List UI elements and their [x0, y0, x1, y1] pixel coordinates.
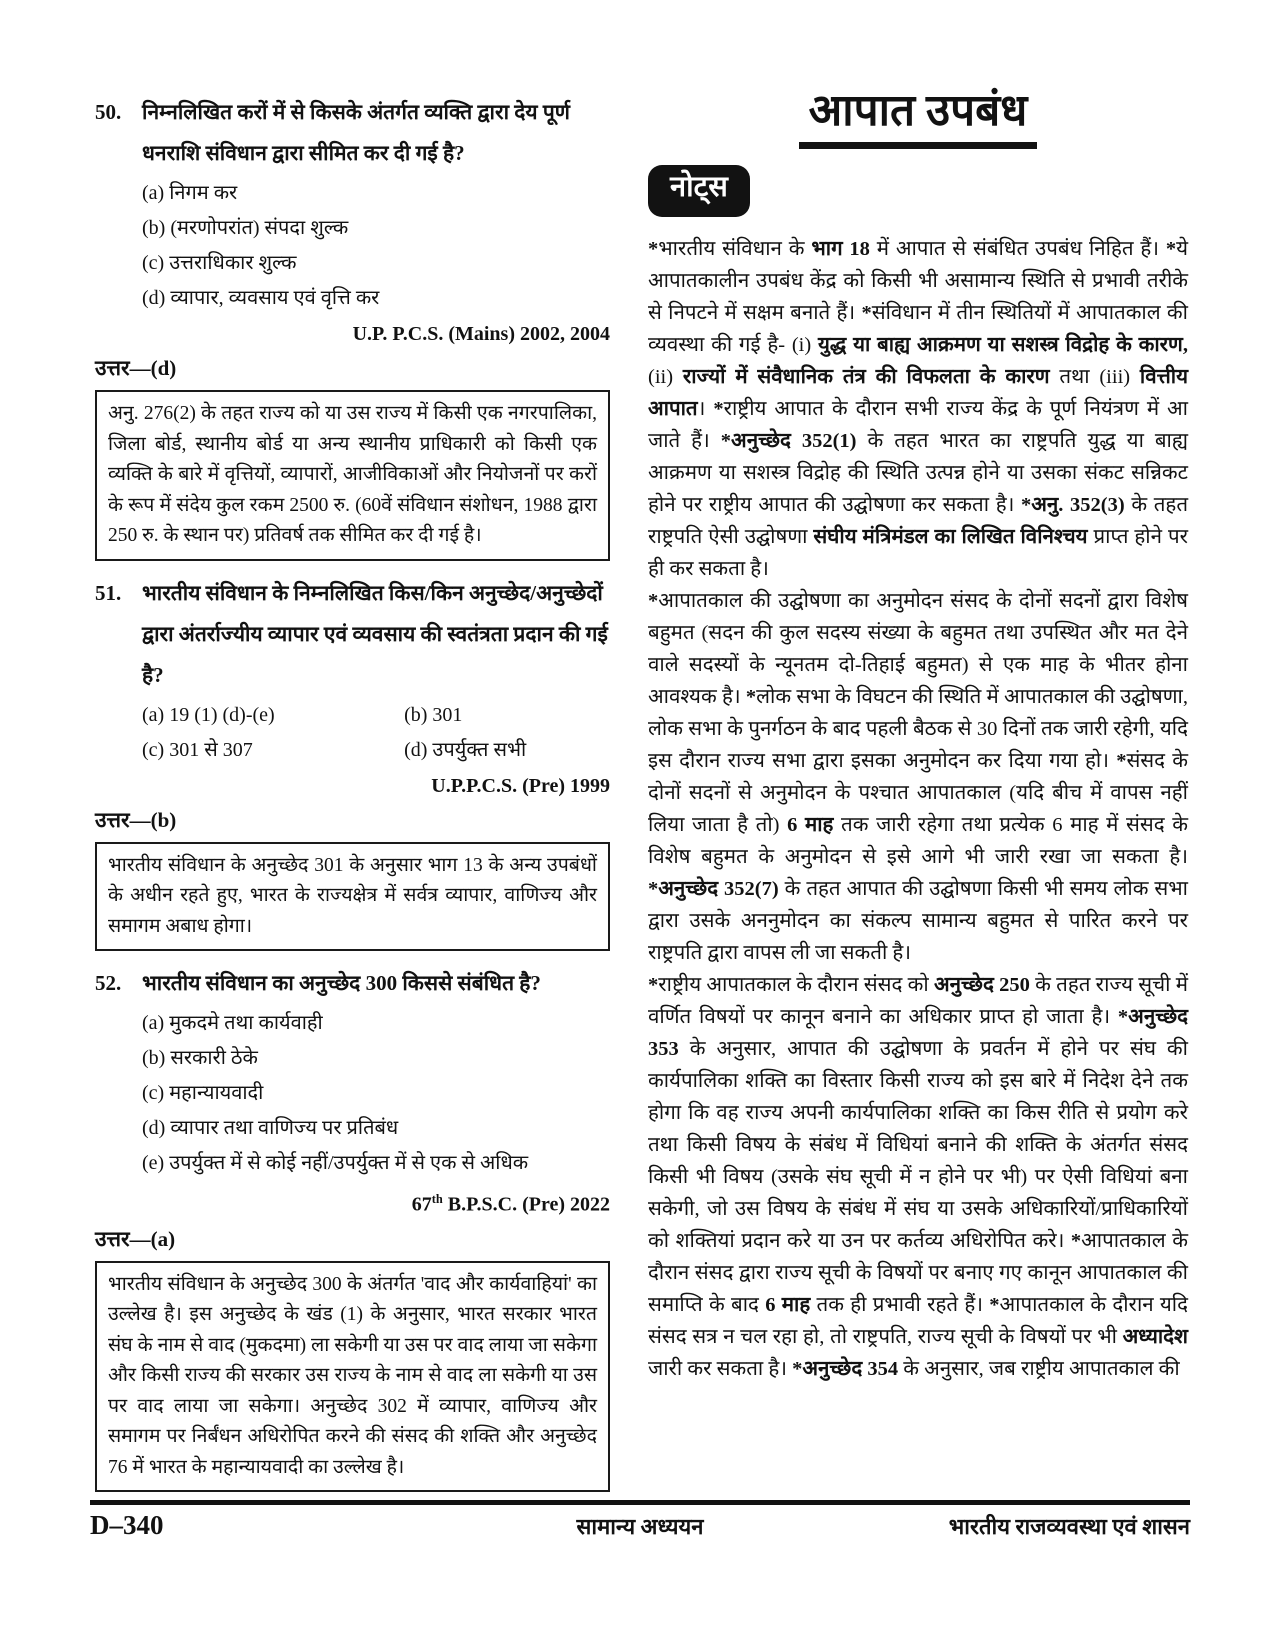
exam-source: U.P. P.C.S. (Mains) 2002, 2004	[352, 323, 610, 345]
question-text: भारतीय संविधान का अनुच्छेद 300 किससे संबंधित है?	[142, 971, 541, 995]
explanation-box: भारतीय संविधान के अनुच्छेद 301 के अनुसार भाग 13 के अन्य उपबंधों के अधीन रहते हुए, भारत के राज्यक्षेत्र में सर्वत्र व्यापार, वाणिज्य और समागम अबाध होगा।	[95, 842, 610, 952]
option-item: (a) मुकदमे तथा कार्यवाही	[142, 1012, 323, 1034]
option-item: (c) महान्यायवादी	[142, 1082, 264, 1104]
answer-label: उत्तर—(a)	[95, 1226, 176, 1251]
right-column	[648, 86, 1188, 1385]
option-item: (c) 301 से 307	[142, 738, 253, 761]
footer-page-number: D–340	[90, 1510, 164, 1540]
page-footer	[90, 1510, 1190, 1541]
question-number: 51.	[95, 580, 122, 605]
footer-center-label: सामान्य अध्ययन	[576, 1514, 704, 1539]
explanation-box: भारतीय संविधान के अनुच्छेद 300 के अंतर्गत 'वाद और कार्यवाहियां' का उल्लेख है। इस अनुच्छेद के खंड (1) के अनुसार, भारत सरकार भारत संघ के नाम से वाद (मुकदमा) ला सकेगी या उस पर वाद लाया जा सकेगा और किसी राज्य की सरकार उस राज्य के नाम से वाद ला सकेगी या उस पर वाद लाया जा सकेगा। अनुच्छेद 302 में व्यापार, वाणिज्य और समागम पर निर्बंधन अधिरोपित करने की संसद की शक्ति और अनुच्छेद 76 में भारत के महान्यायवादी का उल्लेख है।	[95, 1261, 610, 1493]
explanation-box: अनु. 276(2) के तहत राज्य को या उस राज्य में किसी एक नगरपालिका, जिला बोर्ड, स्थानीय बोर्ड या अन्य स्थानीय प्राधिकारी को किसी एक व्यक्ति के बारे में वृत्तियों, व्यापारों, आजीविकाओं और नियोजनों पर करों के रूप में संदेय कुल रकम 2500 रु. (60वें संविधान संशोधन, 1988 द्वारा 250 रु. के स्थान पर) प्रतिवर्ष तक सीमित कर दी गई है।	[95, 390, 610, 561]
question-50-head	[95, 92, 610, 174]
notes-paragraph: *आपातकाल की उद्घोषणा का अनुमोदन संसद के दोनों सदनों द्वारा विशेष बहुमत (सदन की कुल सदस्य संख्या के बहुमत तथा उपस्थित और मत देने वाले सदस्यों के न्यूनतम दो-तिहाई बहुमत) से एक माह के भीतर होना आवश्यक है। *लोक सभा के विघटन की स्थिति में आपातकाल की उद्घोषणा, लोक सभा के पुनर्गठन के बाद पहली बैठक से 30 दिनों तक जारी रहेगी, यदि इस दौरान राज्य सभा द्वारा इसका अनुमोदन कर दिया गया हो। *संसद के दोनों सदनों से अनुमोदन के पश्चात आपातकाल (यदि बीच में वापस नहीं लिया जाता है तो) 6 माह तक जारी रहेगा तथा प्रत्येक 6 माह में संसद के विशेष बहुमत के अनुमोदन से इसे आगे भी जारी रखा जा सकता है। *अनुच्छेद 352(7) के तहत आपात की उद्घोषणा किसी भी समय लोक सभा द्वारा उसके अननुमोदन का संकल्प सामान्य बहुमत से पारित करने पर राष्ट्रपति द्वारा वापस ली जा सकती है।	[648, 590, 1188, 965]
question-text: भारतीय संविधान के निम्नलिखित किस/किन अनुच्छेद/अनुच्छेदों द्वारा अंतर्राज्यीय व्यापार एवं व्यवसाय की स्वतंत्रता प्रदान की गई है?	[142, 580, 608, 687]
options-list	[95, 1006, 610, 1181]
answer-label: उत्तर—(d)	[95, 356, 177, 380]
question-51	[95, 573, 610, 952]
notes-paragraph: *भारतीय संविधान के भाग 18 में आपात से संबंधित उपबंध निहित हैं। *ये आपातकालीन उपबंध केंद्र को किसी भी असामान्य स्थिति से प्रभावी तरीके से निपटने में सक्षम बनाते हैं। *संविधान में तीन स्थितियों में आपातकाल की व्यवस्था की गई है- (i) युद्ध या बाह्य आक्रमण या सशस्त्र विद्रोह के कारण, (ii) राज्यों में संवैधानिक तंत्र की विफलता के कारण तथा (iii) वित्तीय आपात। *राष्ट्रीय आपात के दौरान सभी राज्य केंद्र के पूर्ण नियंत्रण में आ जाते हैं। *अनुच्छेद 352(1) के तहत भारत का राष्ट्रपति युद्ध या बाह्य आक्रमण या सशस्त्र विद्रोह की स्थिति उत्पन्न होने या उसका संकट सन्निकट होने पर राष्ट्रीय आपात की उद्घोषणा कर सकता है। *अनु. 352(3) के तहत राष्ट्रपति ऐसी उद्घोषणा संघीय मंत्रिमंडल का लिखित विनिश्चय प्राप्त होने पर ही कर सकता है।	[648, 238, 1189, 581]
question-52-head	[95, 963, 610, 1004]
exam-source: 67th B.P.S.C. (Pre) 2022	[411, 1192, 610, 1216]
chapter-title: आपात उपबंध	[799, 86, 1038, 149]
option-item: (b) सरकारी ठेके	[142, 1047, 258, 1069]
option-item: (a) 19 (1) (d)-(e)	[142, 703, 275, 726]
option-item: (b) 301	[404, 703, 463, 726]
options-list	[95, 176, 610, 316]
question-52	[95, 963, 610, 1492]
question-50	[95, 92, 610, 561]
chapter-title-wrap	[648, 86, 1188, 149]
option-item: (b) (मरणोपरांत) संपदा शुल्क	[142, 217, 349, 239]
options-list	[95, 698, 610, 768]
option-item: (c) उत्तराधिकार शुल्क	[142, 252, 297, 274]
notes-badge: नोट्स	[648, 165, 750, 217]
question-51-head	[95, 573, 610, 696]
exam-source: U.P.P.C.S. (Pre) 1999	[431, 774, 610, 797]
option-item: (a) निगम कर	[142, 182, 238, 204]
question-number: 52.	[95, 971, 122, 995]
left-column	[95, 92, 610, 1504]
question-number: 50.	[95, 100, 122, 124]
footer-rule	[90, 1500, 1190, 1505]
answer-label: उत्तर—(b)	[95, 807, 177, 832]
option-item: (e) उपर्युक्त में से कोई नहीं/उपर्युक्त में से एक से अधिक	[142, 1152, 529, 1174]
option-item: (d) व्यापार तथा वाणिज्य पर प्रतिबंध	[142, 1117, 399, 1139]
notes-paragraph: *राष्ट्रीय आपातकाल के दौरान संसद को अनुच्छेद 250 के तहत राज्य सूची में वर्णित विषयों पर कानून बनाने का अधिकार प्राप्त हो जाता है। *अनुच्छेद 353 के अनुसार, आपात की उद्घोषणा के प्रवर्तन में होने पर संघ की कार्यपालिका शक्ति का विस्तार किसी राज्य को इस बारे में निदेश देने तक होगा कि वह राज्य अपनी कार्यपालिका शक्ति का किस रीति से प्रयोग करे तथा किसी विषय के संबंध में विधियां बनाने की शक्ति के अंतर्गत संसद किसी भी विषय (उसके संघ सूची में न होने पर भी) पर ऐसी विधियां बना सकेगी, जो उस विषय के संबंध में संघ या उसके अधिकारियों/प्राधिकारियों को शक्तियां प्रदान करे या उन पर कर्तव्य अधिरोपित करे। *आपातकाल के दौरान संसद द्वारा राज्य सूची के विषयों पर बनाए गए कानून आपातकाल की समाप्ति के बाद 6 माह तक ही प्रभावी रहते हैं। *आपातकाल के दौरान यदि संसद सत्र न चल रहा हो, तो राष्ट्रपति, राज्य सूची के विषयों पर भी अध्यादेश जारी कर सकता है। *अनुच्छेद 354 के अनुसार, जब राष्ट्रीय आपातकाल की	[648, 974, 1189, 1381]
question-text: निम्नलिखित करों में से किसके अंतर्गत व्यक्ति द्वारा देय पूर्ण धनराशि संविधान द्वारा सीमित कर दी गई है?	[142, 100, 570, 165]
footer-right-label: भारतीय राजव्यवस्था एवं शासन	[948, 1514, 1191, 1539]
option-item: (d) व्यापार, व्यवसाय एवं वृत्ति कर	[142, 287, 380, 309]
option-item: (d) उपर्युक्त सभी	[404, 738, 527, 761]
